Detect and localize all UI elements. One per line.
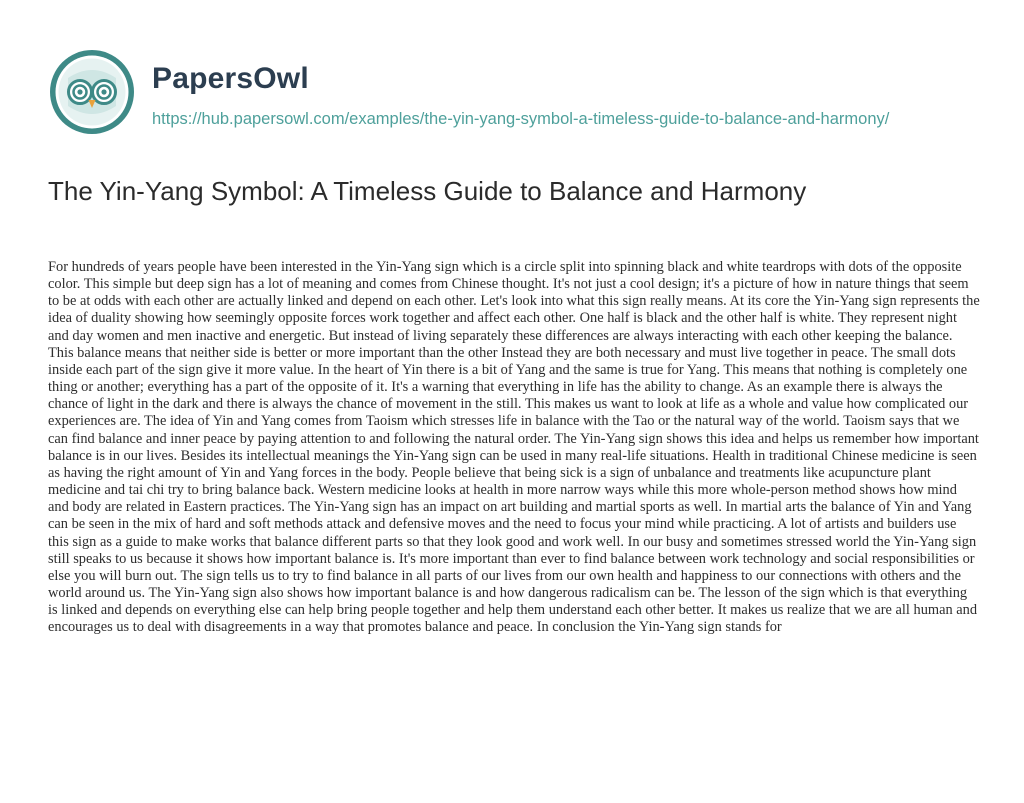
article-title: The Yin-Yang Symbol: A Timeless Guide to Balance and Harmony — [48, 176, 807, 206]
article-body: For hundreds of years people have been interested in the Yin-Yang sign which is a circle split into spinning black and white teardrops with dots of the opposite color. This simple but deep sign has a lot of meaning and comes from Chinese thought. It's not just a cool design; it's a picture of how in nature things that seem to be at odds with each other are actually linked and depend on each other. Let's look into what this sign really means. At its core the Yin-Yang sign represents the idea of duality showing how seemingly opposite forces work together and affect each other. One half is black and the other half is white. They represent night and day women and men inactive and energetic. But instead of living separately these differences are always interacting with each other keeping the balance. This balance means that neither side is better or more important than the other Instead they are both necessary and must live together in peace. The small dots inside each part of the sign give it more value. In the heart of Yin there is a bit of Yang and the same is true for Yang. This means that nothing is completely one thing or another; everything has a part of the opposite of it. It's a warning that everything in life has the ability to change. As an example there is always the chance of light in the dark and there is always the chance of movement in the still. This makes us want to look at life as a whole and value how complicated our experiences are. The idea of Yin and Yang comes from Taoism which stresses life in balance with the Tao or the natural way of the world. Taoism says that we can find balance and inner peace by paying attention to and following the natural order. The Yin-Yang sign shows this idea and helps us remember how important balance is in our lives. Besides its intellectual meanings the Yin-Yang sign can be used in many real-life situations. Health in traditional Chinese medicine is seen as having the right amount of Yin and Yang forces in the body. People believe that being sick is a sign of unbalance and treatments like acupuncture plant medicine and tai chi try to bring balance back. Western medicine looks at health in more narrow ways while this more whole-person method shows how mind and body are related in Eastern practices. The Yin-Yang sign has an impact on art building and martial sports as well. In martial arts the balance of Yin and Yang can be seen in the mix of hard and soft methods attack and defensive moves and the need to focus your mind while practicing. A lot of artists and builders use this sign as a guide to make works that balance different parts so that they look good and work well. In our busy and sometimes stressed world the Yin-Yang sign still speaks to us because it shows how important balance is. It's more important than ever to find balance between work technology and social responsibilities or else you will burn out. The sign tells us to try to find balance in all parts of our lives from our own health and happiness to our connections with others and the world around us. The Yin-Yang sign also shows how important balance is and how dangerous radicalism can be. The lesson of the sign which is that everything is linked and depends on everything else can help bring people together and help them understand each other better. It makes us realize that we are all human and encourages us to deal with disagreements in a way that promotes balance and peace. In conclusion the Yin-Yang sign stands for — [48, 259, 980, 636]
site-header — [48, 48, 978, 158]
article-url-link[interactable]: https://hub.papersowl.com/examples/the-yin-yang-symbol-a-timeless-guide-to-balance-and-harmony/ — [152, 110, 890, 128]
brand-name[interactable]: PapersOwl — [152, 62, 309, 95]
owl-logo-icon[interactable] — [48, 48, 136, 136]
